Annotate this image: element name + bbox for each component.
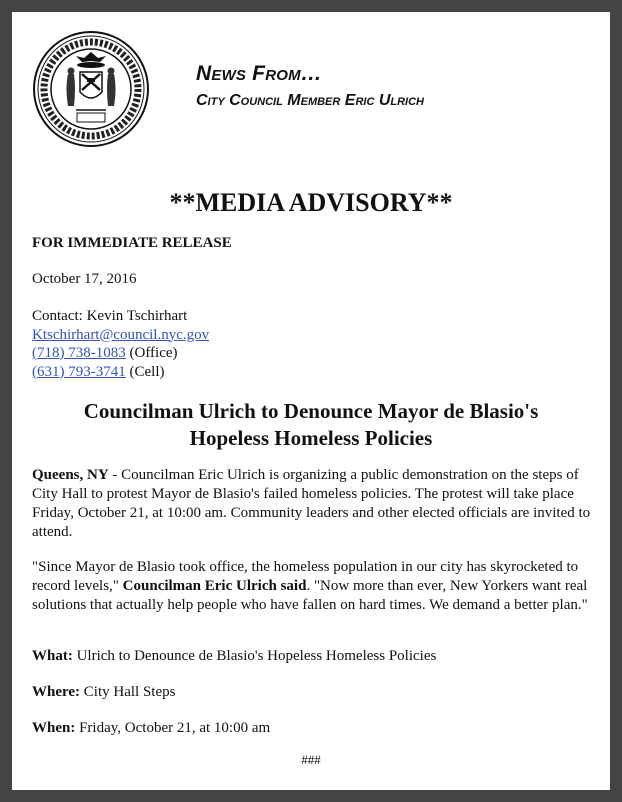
where-label: Where: [32, 684, 81, 700]
nyc-seal-icon [32, 30, 150, 148]
end-mark: ### [301, 752, 321, 767]
cell-phone-link[interactable]: (631) 793-3741 [32, 363, 126, 380]
paragraph-quote [32, 558, 592, 615]
office-label: (Office) [125, 345, 178, 361]
when-value: Friday, October 21, at 10:00 am [75, 720, 271, 736]
release-label: FOR IMMEDIATE RELEASE [32, 235, 232, 251]
quote-text-before: "Since Mayor de Blasio took office, the homeless population in our city has skyrocketed to record levels," [32, 559, 579, 594]
headline-line-2: Hopeless Homeless Policies [189, 426, 433, 450]
quote-text-after: . "Now more than ever, New Yorkers want real solutions that actually help people who have fallen on hard times. We demand a better plan." [32, 578, 588, 613]
news-from-heading: News From… [196, 62, 322, 85]
council-member-name: City Council Member Eric Ulrich [196, 92, 424, 109]
press-headline [20, 398, 602, 452]
what-label: What: [32, 648, 73, 664]
headline-line-1: Councilman Ulrich to Denounce Mayor de Blasio's [83, 399, 539, 423]
office-phone-link[interactable]: (718) 738-1083 [32, 345, 126, 361]
when-label: When: [32, 720, 76, 736]
paragraph-intro [32, 466, 592, 542]
paragraph-intro-text: - Councilman Eric Ulrich is organizing a public demonstration on the steps of City Hall to protest Mayor de Blasio's failed homeless policies. The protest will take place Friday, October 21, at 10:00 am. Community leaders and other elected officials are invited to attend. [32, 467, 591, 540]
contact-email-link[interactable]: Ktschirhart@council.nyc.gov [32, 326, 210, 343]
what-value: Ulrich to Denounce de Blasio's Hopeless Homeless Policies [72, 648, 437, 664]
contact-name: Contact: Kevin Tschirhart [32, 308, 188, 324]
cell-label: (Cell) [125, 363, 165, 380]
detail-when [32, 720, 270, 737]
contact-block [32, 307, 209, 381]
media-advisory-title: **MEDIA ADVISORY** [169, 188, 453, 217]
dateline: Queens, NY [32, 467, 109, 483]
quote-speaker: Councilman Eric Ulrich said [122, 578, 307, 594]
where-value: City Hall Steps [80, 684, 176, 700]
release-date: October 17, 2016 [32, 271, 137, 287]
detail-where [32, 684, 175, 701]
detail-what [32, 648, 436, 665]
